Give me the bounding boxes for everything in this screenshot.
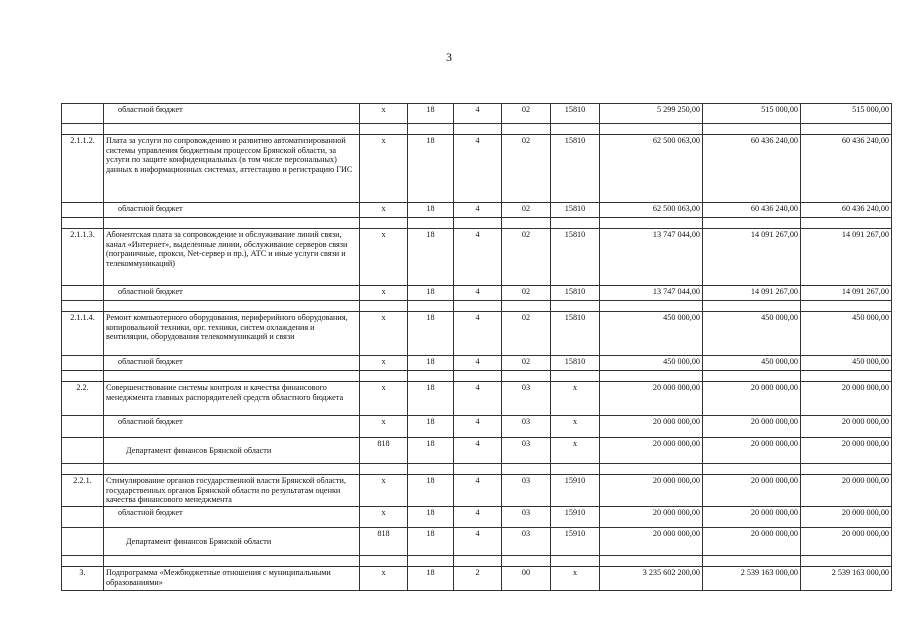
cell-code-5: 15810 <box>551 286 600 301</box>
row-number <box>62 356 104 371</box>
cell-amount-3: 20 000 000,00 <box>801 416 892 438</box>
cell-code-2: 18 <box>408 135 454 203</box>
row-name: областной бюджет <box>104 416 360 438</box>
row-number: 2.1.1.2. <box>62 135 104 203</box>
cell-amount-3: 20 000 000,00 <box>801 475 892 507</box>
cell-code-2: 18 <box>408 286 454 301</box>
row-number: 3. <box>62 567 104 591</box>
row-gap <box>62 371 892 382</box>
cell-code-1: 818 <box>360 528 408 556</box>
row-number <box>62 286 104 301</box>
cell-code-4: 03 <box>502 438 551 464</box>
cell-amount-2: 14 091 267,00 <box>703 229 801 286</box>
cell-code-2: 18 <box>408 438 454 464</box>
cell-code-5: 15810 <box>551 135 600 203</box>
cell-code-2: 18 <box>408 229 454 286</box>
cell-code-3: 4 <box>454 382 502 416</box>
row-gap <box>62 464 892 475</box>
cell-amount-3: 60 436 240,00 <box>801 203 892 218</box>
cell-code-4: 02 <box>502 229 551 286</box>
cell-code-2: 18 <box>408 382 454 416</box>
cell-code-1: х <box>360 475 408 507</box>
cell-code-4: 03 <box>502 507 551 528</box>
cell-amount-2: 20 000 000,00 <box>703 382 801 416</box>
cell-amount-1: 62 500 063,00 <box>600 203 703 218</box>
cell-amount-3: 2 539 163 000,00 <box>801 567 892 591</box>
cell-code-3: 4 <box>454 203 502 218</box>
cell-code-5: 15810 <box>551 229 600 286</box>
row-number <box>62 203 104 218</box>
row-number: 2.1.1.3. <box>62 229 104 286</box>
row-number: 2.2.1. <box>62 475 104 507</box>
table-row <box>62 203 892 218</box>
cell-code-2: 18 <box>408 567 454 591</box>
cell-amount-1: 13 747 044,00 <box>600 286 703 301</box>
cell-code-5: х <box>551 438 600 464</box>
cell-code-3: 4 <box>454 507 502 528</box>
cell-amount-3: 450 000,00 <box>801 312 892 356</box>
row-name: областной бюджет <box>104 356 360 371</box>
cell-code-3: 4 <box>454 475 502 507</box>
row-number: 2.1.1.4. <box>62 312 104 356</box>
cell-amount-1: 20 000 000,00 <box>600 475 703 507</box>
row-number: 2.2. <box>62 382 104 416</box>
row-name: областной бюджет <box>104 507 360 528</box>
cell-code-1: х <box>360 229 408 286</box>
cell-amount-1: 13 747 044,00 <box>600 229 703 286</box>
cell-code-3: 4 <box>454 104 502 124</box>
row-name: Подпрограмма «Межбюджетные отношения с муниципальными образованиями» <box>104 567 360 591</box>
budget-table <box>61 103 892 591</box>
cell-amount-3: 14 091 267,00 <box>801 286 892 301</box>
cell-amount-2: 60 436 240,00 <box>703 135 801 203</box>
table-row <box>62 416 892 438</box>
row-gap <box>62 301 892 312</box>
cell-code-5: 15810 <box>551 203 600 218</box>
cell-code-1: х <box>360 312 408 356</box>
cell-code-3: 2 <box>454 567 502 591</box>
cell-code-4: 03 <box>502 475 551 507</box>
cell-code-3: 4 <box>454 438 502 464</box>
row-number <box>62 438 104 464</box>
cell-code-2: 18 <box>408 356 454 371</box>
row-number <box>62 528 104 556</box>
cell-code-4: 02 <box>502 356 551 371</box>
cell-code-4: 03 <box>502 382 551 416</box>
cell-amount-2: 450 000,00 <box>703 312 801 356</box>
cell-code-3: 4 <box>454 286 502 301</box>
row-number <box>62 104 104 124</box>
cell-code-1: х <box>360 416 408 438</box>
cell-amount-3: 20 000 000,00 <box>801 382 892 416</box>
row-name: областной бюджет <box>104 203 360 218</box>
cell-code-4: 03 <box>502 528 551 556</box>
row-gap <box>62 124 892 135</box>
row-name: Совершенствование системы контроля и качества финансового менеджмента главных распорядителей средств областного бюджета <box>104 382 360 416</box>
table-row <box>62 135 892 203</box>
cell-amount-3: 60 436 240,00 <box>801 135 892 203</box>
cell-amount-3: 450 000,00 <box>801 356 892 371</box>
cell-amount-2: 2 539 163 000,00 <box>703 567 801 591</box>
cell-amount-3: 14 091 267,00 <box>801 229 892 286</box>
cell-amount-3: 20 000 000,00 <box>801 438 892 464</box>
row-number <box>62 507 104 528</box>
cell-code-3: 4 <box>454 312 502 356</box>
cell-code-5: 15910 <box>551 507 600 528</box>
cell-amount-2: 20 000 000,00 <box>703 438 801 464</box>
cell-code-2: 18 <box>408 104 454 124</box>
cell-amount-1: 20 000 000,00 <box>600 382 703 416</box>
cell-code-2: 18 <box>408 475 454 507</box>
cell-code-1: х <box>360 507 408 528</box>
cell-code-1: 818 <box>360 438 408 464</box>
cell-amount-1: 450 000,00 <box>600 356 703 371</box>
cell-code-4: 00 <box>502 567 551 591</box>
table-row <box>62 104 892 124</box>
row-name: Департамент финансов Брянской области <box>104 528 360 556</box>
cell-code-5: х <box>551 416 600 438</box>
row-name: Абонентская плата за сопровождение и обслуживание линий связи, канал «Интернет», выделенные линии, обслуживание серверов связи (пограничные, прокси, Net-сервер и пр.), АТС и иные услуги связи и телекоммуникаций) <box>104 229 360 286</box>
cell-code-5: 15910 <box>551 475 600 507</box>
cell-amount-1: 20 000 000,00 <box>600 438 703 464</box>
cell-code-1: х <box>360 382 408 416</box>
cell-code-2: 18 <box>408 528 454 556</box>
cell-code-2: 18 <box>408 312 454 356</box>
table-row <box>62 567 892 591</box>
cell-code-3: 4 <box>454 135 502 203</box>
cell-amount-1: 62 500 063,00 <box>600 135 703 203</box>
row-name: Департамент финансов Брянской области <box>104 438 360 464</box>
table-row <box>62 312 892 356</box>
cell-amount-2: 20 000 000,00 <box>703 507 801 528</box>
cell-amount-3: 20 000 000,00 <box>801 528 892 556</box>
row-name: областной бюджет <box>104 286 360 301</box>
cell-code-2: 18 <box>408 416 454 438</box>
cell-code-2: 18 <box>408 507 454 528</box>
cell-code-1: х <box>360 567 408 591</box>
cell-code-4: 02 <box>502 286 551 301</box>
cell-amount-3: 515 000,00 <box>801 104 892 124</box>
cell-amount-2: 14 091 267,00 <box>703 286 801 301</box>
cell-code-4: 02 <box>502 104 551 124</box>
table-row <box>62 356 892 371</box>
table-row <box>62 382 892 416</box>
row-gap <box>62 556 892 567</box>
cell-amount-1: 20 000 000,00 <box>600 528 703 556</box>
cell-code-5: 15910 <box>551 528 600 556</box>
cell-code-4: 02 <box>502 203 551 218</box>
page-number: 3 <box>446 50 452 64</box>
cell-code-4: 02 <box>502 312 551 356</box>
row-name: Плата за услуги по сопровождению и развитию автоматизированной системы управления бюджетным процессом Брянской области, за услуги по защите конфиденциальных (в том числе персональных) данных в информационных системах, аттестацию и регистрацию ГИС <box>104 135 360 203</box>
table-row <box>62 438 892 464</box>
table-row <box>62 507 892 528</box>
row-name: областной бюджет <box>104 104 360 124</box>
cell-code-2: 18 <box>408 203 454 218</box>
cell-code-1: х <box>360 203 408 218</box>
cell-code-4: 03 <box>502 416 551 438</box>
table-row <box>62 528 892 556</box>
cell-code-3: 4 <box>454 528 502 556</box>
cell-amount-1: 20 000 000,00 <box>600 416 703 438</box>
cell-amount-2: 20 000 000,00 <box>703 416 801 438</box>
cell-code-5: 15810 <box>551 104 600 124</box>
row-number <box>62 416 104 438</box>
table-row <box>62 229 892 286</box>
table-row <box>62 475 892 507</box>
row-name: Стимулирование органов государственной власти Брянской области, государственных органов Брянской области по результатам оценки качества финансового менеджмента <box>104 475 360 507</box>
cell-code-3: 4 <box>454 229 502 286</box>
cell-amount-2: 20 000 000,00 <box>703 475 801 507</box>
cell-amount-3: 20 000 000,00 <box>801 507 892 528</box>
cell-amount-2: 515 000,00 <box>703 104 801 124</box>
cell-code-1: х <box>360 104 408 124</box>
cell-code-3: 4 <box>454 416 502 438</box>
table-row <box>62 286 892 301</box>
cell-code-1: х <box>360 356 408 371</box>
cell-code-5: х <box>551 567 600 591</box>
cell-amount-1: 5 299 250,00 <box>600 104 703 124</box>
cell-amount-2: 60 436 240,00 <box>703 203 801 218</box>
cell-code-1: х <box>360 286 408 301</box>
cell-amount-2: 450 000,00 <box>703 356 801 371</box>
cell-amount-1: 3 235 602 200,00 <box>600 567 703 591</box>
cell-amount-1: 450 000,00 <box>600 312 703 356</box>
cell-code-4: 02 <box>502 135 551 203</box>
row-gap <box>62 218 892 229</box>
cell-amount-1: 20 000 000,00 <box>600 507 703 528</box>
cell-code-5: 15810 <box>551 356 600 371</box>
cell-code-1: х <box>360 135 408 203</box>
cell-amount-2: 20 000 000,00 <box>703 528 801 556</box>
cell-code-5: 15810 <box>551 312 600 356</box>
cell-code-3: 4 <box>454 356 502 371</box>
cell-code-5: х <box>551 382 600 416</box>
row-name: Ремонт компьютерного оборудования, периферийного оборудования, копировальной техники, орг. техники, систем охлаждения и вентиляции, оборудования телекоммуникаций и связи <box>104 312 360 356</box>
